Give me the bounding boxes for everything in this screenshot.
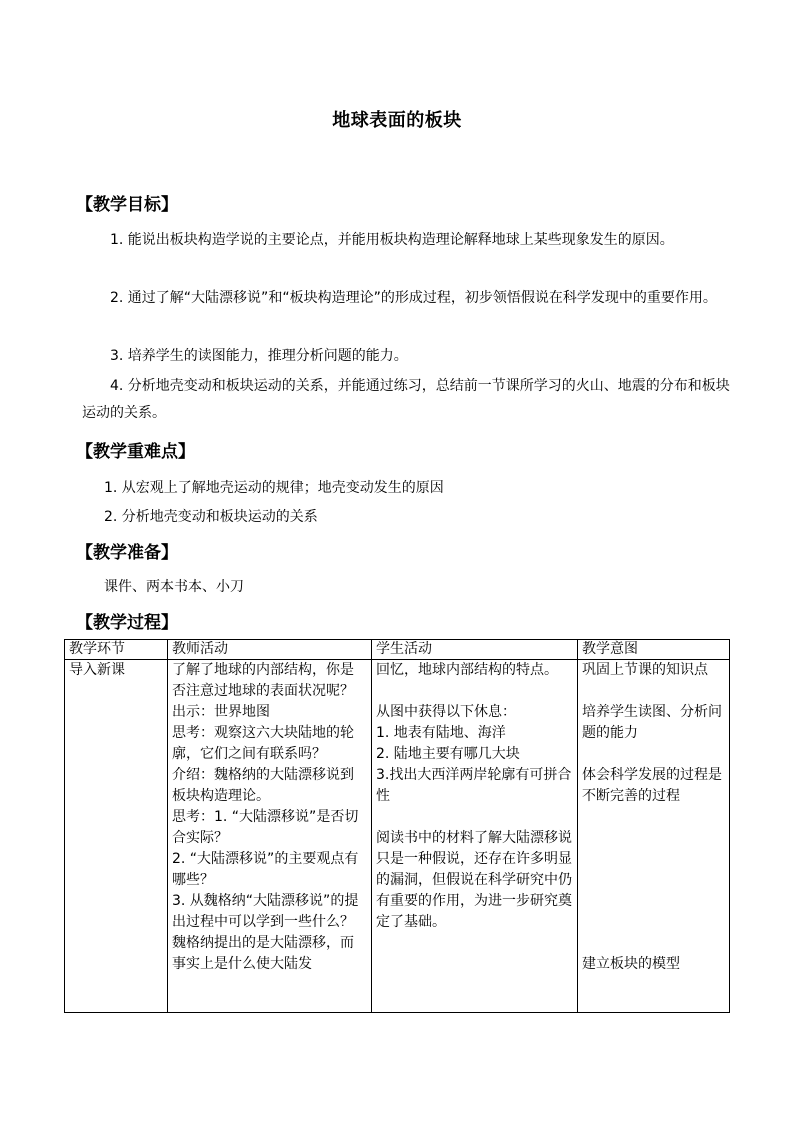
cell-student xyxy=(372,660,578,1013)
intent-line xyxy=(582,807,725,828)
column-header-intent: 教学意图 xyxy=(578,640,730,660)
intent-line xyxy=(582,933,725,954)
intent-line: 体会科学发展的过程是不断完善的过程 xyxy=(582,767,722,804)
process-heading: 【教学过程】 xyxy=(76,613,178,633)
objective-item-2: 2. 通过了解“大陆漂移说”和“板块构造理论”的形成过程，初步领悟假说在科学发现中的重要作用。 xyxy=(110,290,717,306)
student-line: 从图中获得以下休息： xyxy=(376,704,516,720)
intent-line: 培养学生读图、分析问题的能力 xyxy=(582,704,722,741)
objective-item-1: 1. 能说出板块构造学说的主要论点，并能用板块构造理论解释地球上某些现象发生的原因。 xyxy=(110,232,674,248)
intent-line xyxy=(582,681,725,702)
objectives-heading: 【教学目标】 xyxy=(76,195,178,215)
key-points-heading: 【教学重难点】 xyxy=(76,442,195,462)
document-title: 地球表面的板块 xyxy=(332,110,462,131)
intent-line: 巩固上节课的知识点 xyxy=(582,662,708,678)
table-header-row xyxy=(65,640,730,660)
cell-stage xyxy=(65,660,168,1013)
teacher-line: 魏格纳提出的是大陆漂移，而事实上是什么使大陆发 xyxy=(172,935,354,972)
teacher-line: 思考：1. “大陆漂移说”是否切合实际？ xyxy=(172,809,359,846)
objective-item-4: 4. 分析地壳变动和板块运动的关系，并能通过练习，总结前一节课所学习的火山、地震的分布和板块运动的关系。 xyxy=(82,378,730,421)
column-header-teacher: 教师活动 xyxy=(168,640,372,660)
student-line: 3.找出大西洋两岸轮廓有可拼合性 xyxy=(376,767,572,804)
teacher-line: 介绍：魏格纳的大陆漂移说到板块构造理论。 xyxy=(172,767,354,804)
column-header-student: 学生活动 xyxy=(372,640,578,660)
student-line: 1. 地表有陆地、海洋 xyxy=(376,725,506,741)
intent-line xyxy=(582,828,725,849)
teacher-line: 了解了地球的内部结构，你是否注意过地球的表面状况呢？ xyxy=(172,662,354,699)
student-line: 2. 陆地主要有哪几大块 xyxy=(376,746,520,762)
teacher-line: 3. 从魏格纳“大陆漂移说”的提出过程中可以学到一些什么？ xyxy=(172,893,359,930)
teaching-process-table xyxy=(64,639,730,1013)
student-line xyxy=(376,807,573,828)
objective-item-3: 3. 培养学生的读图能力，推理分析问题的能力。 xyxy=(110,348,408,364)
key-point-item-2: 2. 分析地壳变动和板块运动的关系 xyxy=(104,509,318,525)
student-line: 回忆，地球内部结构的特点。 xyxy=(376,662,558,678)
key-point-item-1: 1. 从宏观上了解地壳运动的规律；地壳变动发生的原因 xyxy=(104,480,444,496)
stage-text: 导入新课 xyxy=(69,662,125,678)
column-header-stage: 教学环节 xyxy=(65,640,168,660)
student-line: 阅读书中的材料了解大陆漂移说只是一种假说，还存在许多明显的漏洞，但假说在科学研究中仍有重要的作用，为进一步研究奠定了基础。 xyxy=(376,830,572,930)
intent-line xyxy=(582,849,725,870)
intent-line xyxy=(582,870,725,891)
preparation-text: 课件、两本书本、小刀 xyxy=(104,579,244,595)
table-row xyxy=(65,660,730,1013)
cell-intent xyxy=(578,660,730,1013)
intent-line: 建立板块的模型 xyxy=(582,956,680,972)
intent-line xyxy=(582,912,725,933)
intent-line xyxy=(582,744,725,765)
cell-teacher xyxy=(168,660,372,1013)
teacher-line: 出示：世界地图 xyxy=(172,704,270,720)
preparation-heading: 【教学准备】 xyxy=(76,543,178,563)
teacher-line: 2. “大陆漂移说”的主要观点有哪些？ xyxy=(172,851,359,888)
teacher-line: 思考：观察这六大块陆地的轮廓，它们之间有联系吗？ xyxy=(172,725,354,762)
student-line xyxy=(376,681,573,702)
intent-line xyxy=(582,891,725,912)
